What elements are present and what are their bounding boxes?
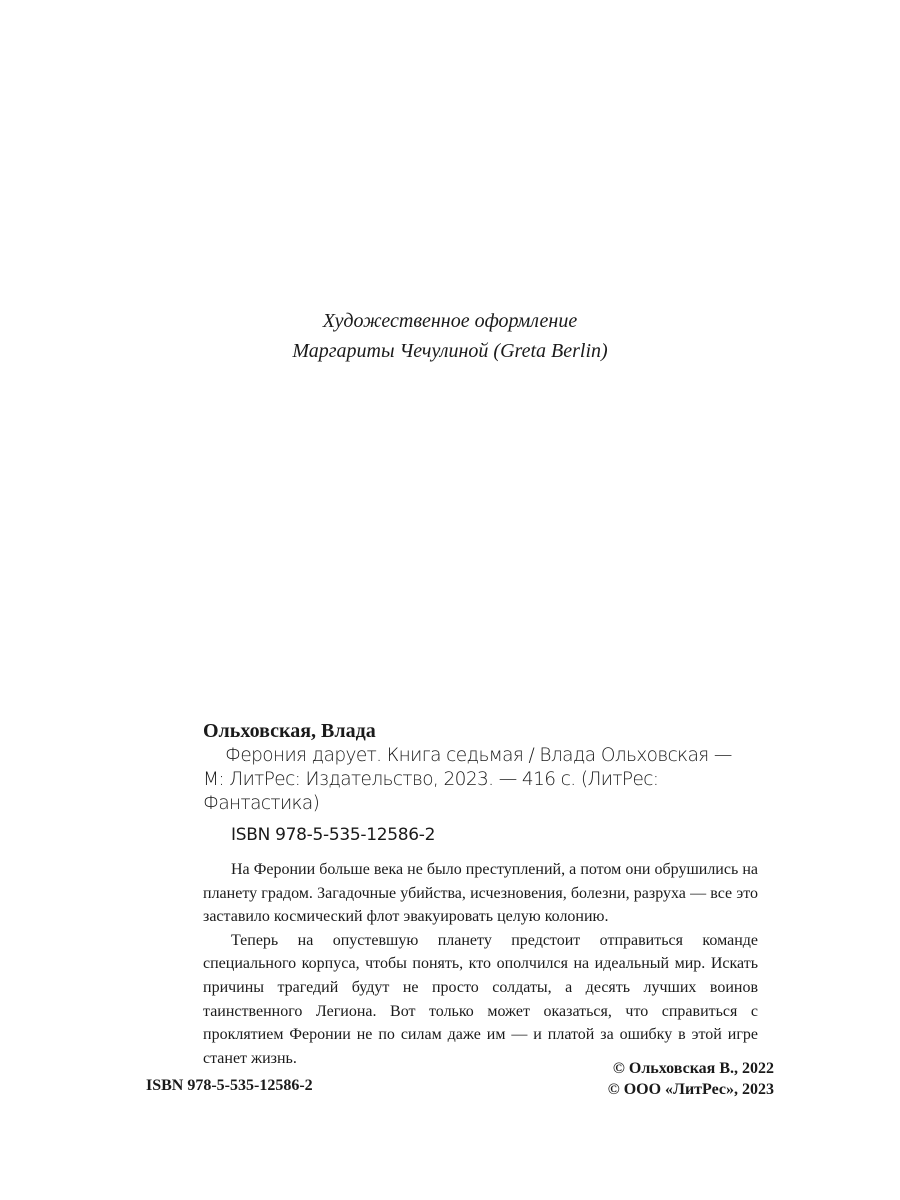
credits-line-1: Художественное оформление [322, 310, 578, 332]
annotation-paragraph-1: На Феронии больше века не было преступлений, а потом они обрушились на планету градом. Загадочные убийства, исчезновения, болезни, разруха — все это заставило космический флот эвакуировать целую колонию. [203, 861, 758, 926]
isbn-footer: ISBN 978-5-535-12586-2 [146, 1077, 313, 1094]
design-credits [0, 306, 900, 366]
author-name: Ольховская, Влада [203, 720, 376, 742]
copyright-author: © Ольховская В., 2022 [612, 1060, 774, 1077]
bibliographic-record [203, 718, 758, 1070]
credits-line-2: Маргариты Чечулиной (Greta Berlin) [292, 340, 608, 362]
copyright-block [608, 1058, 774, 1100]
annotation-paragraph-2: Теперь на опустевшую планету предстоит отправиться команде специального корпуса, чтобы понять, кто ополчился на идеальный мир. Искать причины трагедий будут не просто солдаты, а десять лучших воинов таинственного Легиона. Вот только может оказаться, что справиться с проклятием Феронии не по силам даже им — и платой за ошибку в этой игре станет жизнь. [203, 931, 758, 1067]
annotation [203, 858, 758, 1070]
book-description: Ферония дарует. Книга седьмая / Влада Ольховская — М: ЛитРес: Издательство, 2023. — 416 с. (ЛитРес: Фантастика) [203, 745, 732, 814]
copyright-publisher: © ООО «ЛитРес», 2023 [607, 1081, 774, 1098]
isbn-record: ISBN 978-5-535-12586-2 [231, 825, 436, 845]
